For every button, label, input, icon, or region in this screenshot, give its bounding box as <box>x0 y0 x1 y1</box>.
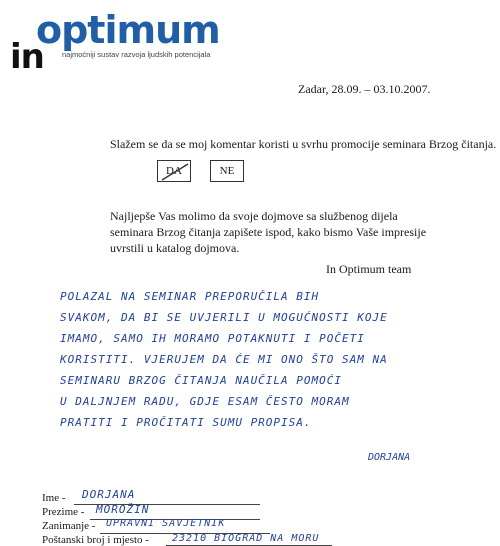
team-signature: In Optimum team <box>326 262 412 276</box>
ime-label: Ime - <box>42 492 66 504</box>
prezime-label: Prezime - <box>42 506 85 518</box>
comment-line: POLAZAL NA SEMINAR PREPORUČILA BIH <box>60 290 320 303</box>
comment-line: KORISTITI. VJERUJEM DA ĆE MI ONO ŠTO SAM NA <box>60 353 388 366</box>
logo-optimum-text: optimum <box>36 8 220 52</box>
yes-label: DA <box>166 165 182 177</box>
handwritten-signature: DORJANA <box>368 452 411 463</box>
logo-tagline: najmoćniji sustav razvoja ljudskih potencijala <box>62 50 211 59</box>
no-checkbox[interactable] <box>210 160 244 182</box>
optimum-logo <box>8 8 238 77</box>
posta-value: 23210 BIOGRAD NA MORU <box>172 533 320 544</box>
zanimanje-value: UPRAVNI SAVJETNIK <box>106 518 226 529</box>
ime-value: DORJANA <box>82 488 136 501</box>
check-mark-icon <box>158 161 192 183</box>
handwritten-comment <box>60 286 460 433</box>
comment-line: PRATITI I PROČITATI SUMU PROPISA. <box>60 416 312 429</box>
logo-in-text: in <box>10 37 44 77</box>
yes-checkbox[interactable] <box>157 160 191 182</box>
no-label: NE <box>219 165 235 177</box>
posta-label: Poštanski broj i mjesto - <box>42 534 149 546</box>
comment-line: SEMINARU BRZOG ČITANJA NAUČILA POMOĆI <box>60 374 343 387</box>
zanimanje-label: Zanimanje - <box>42 520 96 532</box>
comment-line: U DALJNJEM RADU, GDJE ESAM ČESTO MORAM <box>60 395 350 408</box>
place-date: Zadar, 28.09. – 03.10.2007. <box>298 82 431 96</box>
comment-line: SVAKOM, DA BI SE UVJERILI U MOGUĆNOSTI KOJE <box>60 311 388 324</box>
consent-statement: Slažem se da se moj komentar koristi u svrhu promocije seminara Brzog čitanja. <box>110 137 497 151</box>
feedback-request: Najljepše Vas molimo da svoje dojmove sa službenog dijela seminara Brzog čitanja zapišete ispod, kako bismo Vaše impresije uvrstili u katalog dojmova. <box>110 209 427 255</box>
prezime-value: MOROŽIN <box>96 503 150 516</box>
comment-line: IMAMO, SAMO IH MORAMO POTAKNUTI I POČETI <box>60 332 365 345</box>
